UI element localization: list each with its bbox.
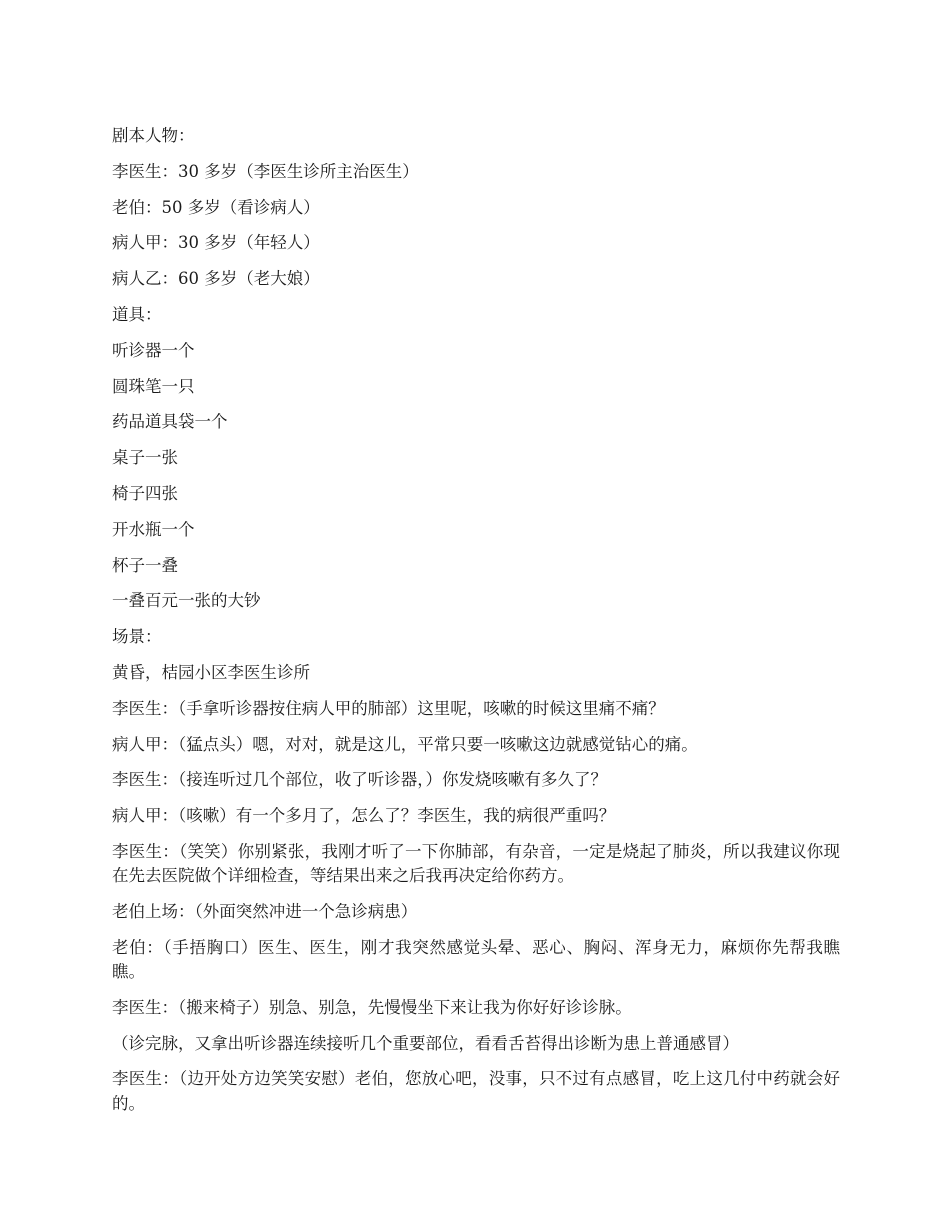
prop-item: 开水瓶一个 xyxy=(112,519,195,539)
prop-item: 杯子一叠 xyxy=(112,555,178,575)
dialogue-line: 李医生：（手拿听诊器按住病人甲的肺部）这里呢，咳嗽的时候这里痛不痛？ xyxy=(112,698,665,718)
stage-direction: （诊完脉，又拿出听诊器连续接听几个重要部位，看看舌苔得出诊断为患上普通感冒） xyxy=(112,1033,739,1053)
dialogue-line: 李医生：（接连听过几个部位，收了听诊器，）你发烧咳嗽有多久了？ xyxy=(112,770,607,790)
prop-item: 听诊器一个 xyxy=(112,340,195,360)
dialogue-line: 病人甲：（猛点头）嗯，对对，就是这儿，平常只要一咳嗽这边就感觉钻心的痛。 xyxy=(112,734,698,754)
scene-description: 黄昏，桔园小区李医生诊所 xyxy=(112,662,310,682)
document-body xyxy=(112,124,840,1127)
stage-direction: 老伯上场：（外面突然冲进一个急诊病患） xyxy=(112,901,418,921)
dialogue-line: 李医生：（搬来椅子）别急、别急，先慢慢坐下来让我为你好好诊诊脉。 xyxy=(112,997,632,1017)
prop-item: 椅子四张 xyxy=(112,483,178,503)
prop-item: 一叠百元一张的大钞 xyxy=(112,591,261,611)
dialogue-line: 李医生：（边开处方边笑笑安慰）老伯，您放心吧，没事，只不过有点感冒，吃上这几付中药就会好的。 xyxy=(112,1069,840,1113)
prop-item: 桌子一张 xyxy=(112,448,178,468)
dialogue-line: 病人甲：（咳嗽）有一个多月了，怎么了？李医生，我的病很严重吗？ xyxy=(112,806,616,826)
scene-heading: 场景： xyxy=(112,627,162,647)
props-heading: 道具： xyxy=(112,304,162,324)
cast-line-dr-li: 李医生：30 多岁（李医生诊所主治医生） xyxy=(112,161,419,181)
cast-heading: 剧本人物： xyxy=(112,126,195,145)
prop-item: 药品道具袋一个 xyxy=(112,412,228,432)
cast-line-patient-a: 病人甲：30 多岁（年轻人） xyxy=(112,233,320,253)
dialogue-line: 老伯：（手捂胸口）医生、医生，刚才我突然感觉头晕、恶心、胸闷、浑身无力，麻烦你先帮我瞧瞧。 xyxy=(112,937,840,981)
prop-item: 圆珠笔一只 xyxy=(112,376,195,396)
dialogue-line: 李医生：（笑笑）你别紧张，我刚才听了一下你肺部，有杂音，一定是烧起了肺炎，所以我建议你现在先去医院做个详细检查，等结果出来之后我再决定给你药方。 xyxy=(112,841,840,886)
cast-line-old-man: 老伯：50 多岁（看诊病人） xyxy=(112,197,320,217)
cast-line-patient-b: 病人乙：60 多岁（老大娘） xyxy=(112,269,320,289)
